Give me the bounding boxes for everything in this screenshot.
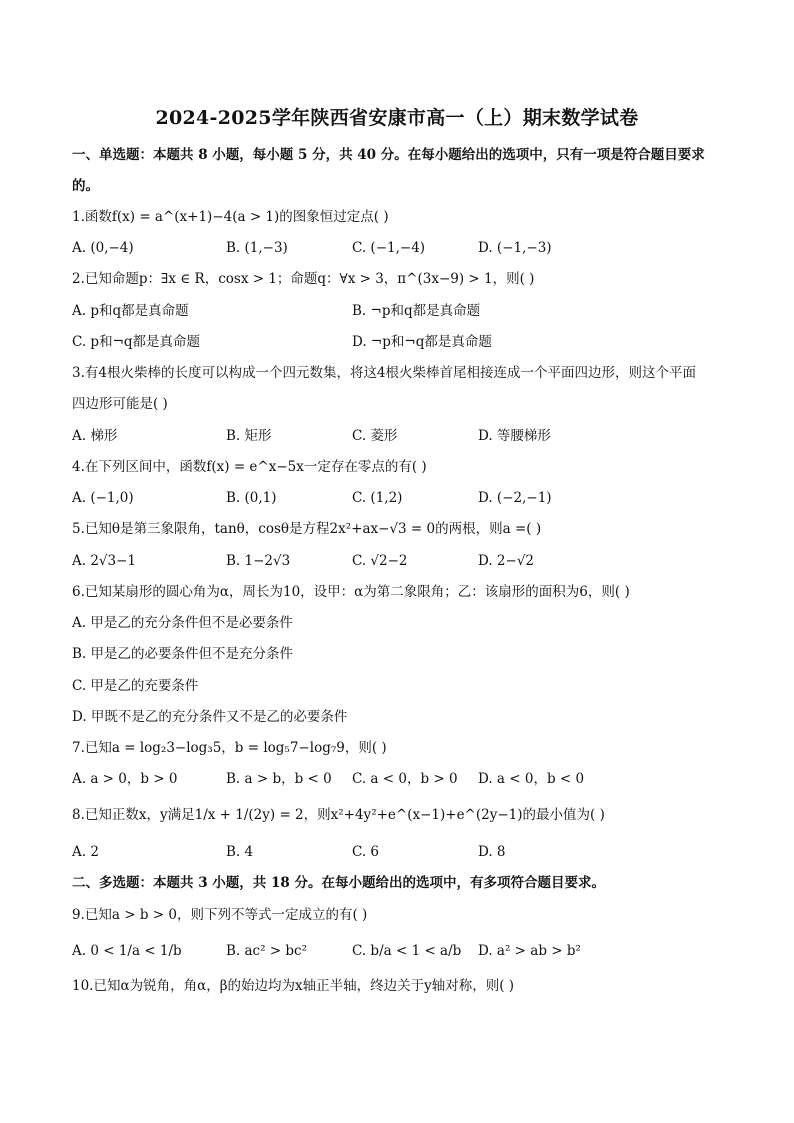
- q1-option-c: C. (−1,−4): [352, 240, 426, 256]
- page-title: 2024-2025学年陕西省安康市高一（上）期末数学试卷: [155, 107, 639, 129]
- section1-heading-line2: 的。: [72, 178, 99, 194]
- q3-stem-line2: 四边形可能是( ): [72, 396, 168, 412]
- q7-stem: 7.已知a = log₂3−log₃5，b = log₅7−log₇9，则( ): [72, 740, 387, 756]
- q9-stem: 9.已知a > b > 0，则下列不等式一定成立的有( ): [72, 907, 368, 923]
- q4-option-b: B. (0,1): [226, 490, 277, 506]
- q6-option-b: B. 甲是乙的必要条件但不是充分条件: [72, 646, 294, 662]
- q1-stem: 1.函数f(x) = a^(x+1)−4(a > 1)的图象恒过定点( ): [72, 209, 389, 225]
- q2-option-d: D. ¬p和¬q都是真命题: [352, 334, 492, 350]
- q6-option-c: C. 甲是乙的充要条件: [72, 678, 199, 694]
- q7-option-a: A. a > 0，b > 0: [72, 771, 178, 787]
- section2-heading: 二、多选题：本题共 3 小题，共 18 分。在每小题给出的选项中，有多项符合题目要求。: [72, 875, 605, 891]
- q3-stem-line1: 3.有4根火柴棒的长度可以构成一个四元数集，将这4根火柴棒首尾相接连成一个平面四边形，则这个平面: [72, 365, 697, 381]
- q3-option-b: B. 矩形: [226, 428, 272, 444]
- q9-option-d: D. a² > ab > b²: [478, 943, 581, 959]
- q2-option-b: B. ¬p和q都是真命题: [352, 303, 481, 319]
- q6-stem: 6.已知某扇形的圆心角为α，周长为10，设甲：α为第二象限角；乙：该扇形的面积为6，则( ): [72, 584, 630, 600]
- q1-option-b: B. (1,−3): [226, 240, 288, 256]
- q1-option-a: A. (0,−4): [72, 240, 134, 256]
- q3-option-a: A. 梯形: [72, 428, 118, 444]
- q5-stem: 5.已知θ是第三象限角，tanθ，cosθ是方程2x²+ax−√3 = 0的两根，则a =( ): [72, 521, 542, 537]
- q6-option-d: D. 甲既不是乙的充分条件又不是乙的必要条件: [72, 709, 348, 725]
- q5-option-a: A. 2√3−1: [72, 553, 137, 569]
- q9-option-b: B. ac² > bc²: [226, 943, 308, 959]
- q5-option-c: C. √2−2: [352, 553, 408, 569]
- q4-option-a: A. (−1,0): [72, 490, 134, 506]
- q9-option-c: C. b/a < 1 < a/b: [352, 943, 462, 959]
- section1-heading-line1: 一、单选题：本题共 8 小题，每小题 5 分，共 40 分。在每小题给出的选项中，只有一项是符合题目要求: [72, 147, 705, 163]
- q8-option-d: D. 8: [478, 844, 506, 860]
- q4-stem: 4.在下列区间中，函数f(x) = e^x−5x一定存在零点的有( ): [72, 459, 427, 475]
- q2-option-c: C. p和¬q都是真命题: [72, 334, 201, 350]
- q3-option-d: D. 等腰梯形: [478, 428, 551, 444]
- q6-option-a: A. 甲是乙的充分条件但不是必要条件: [72, 615, 293, 631]
- q10-stem: 10.已知α为锐角，角α，β的始边均为x轴正半轴，终边关于y轴对称，则( ): [72, 978, 515, 994]
- q7-option-c: C. a < 0，b > 0: [352, 771, 458, 787]
- q1-option-d: D. (−1,−3): [478, 240, 552, 256]
- q5-option-b: B. 1−2√3: [226, 553, 291, 569]
- q9-option-a: A. 0 < 1/a < 1/b: [72, 943, 182, 959]
- q7-option-d: D. a < 0，b < 0: [478, 771, 585, 787]
- q4-option-d: D. (−2,−1): [478, 490, 552, 506]
- q3-option-c: C. 菱形: [352, 428, 398, 444]
- q7-option-b: B. a > b，b < 0: [226, 771, 332, 787]
- q8-option-a: A. 2: [72, 844, 99, 860]
- q5-option-d: D. 2−√2: [478, 553, 535, 569]
- q8-option-b: B. 4: [226, 844, 254, 860]
- q4-option-c: C. (1,2): [352, 490, 403, 506]
- q8-option-c: C. 6: [352, 844, 380, 860]
- q8-stem: 8.已知正数x，y满足1/x + 1/(2y) = 2，则x²+4y²+e^(x−1)+e^(2y−1)的最小值为( ): [72, 807, 605, 823]
- q2-stem: 2.已知命题p：∃x ∈ R，cosx > 1；命题q：∀x > 3，π^(3x−9) > 1，则( ): [72, 271, 535, 287]
- q2-option-a: A. p和q都是真命题: [72, 303, 189, 319]
